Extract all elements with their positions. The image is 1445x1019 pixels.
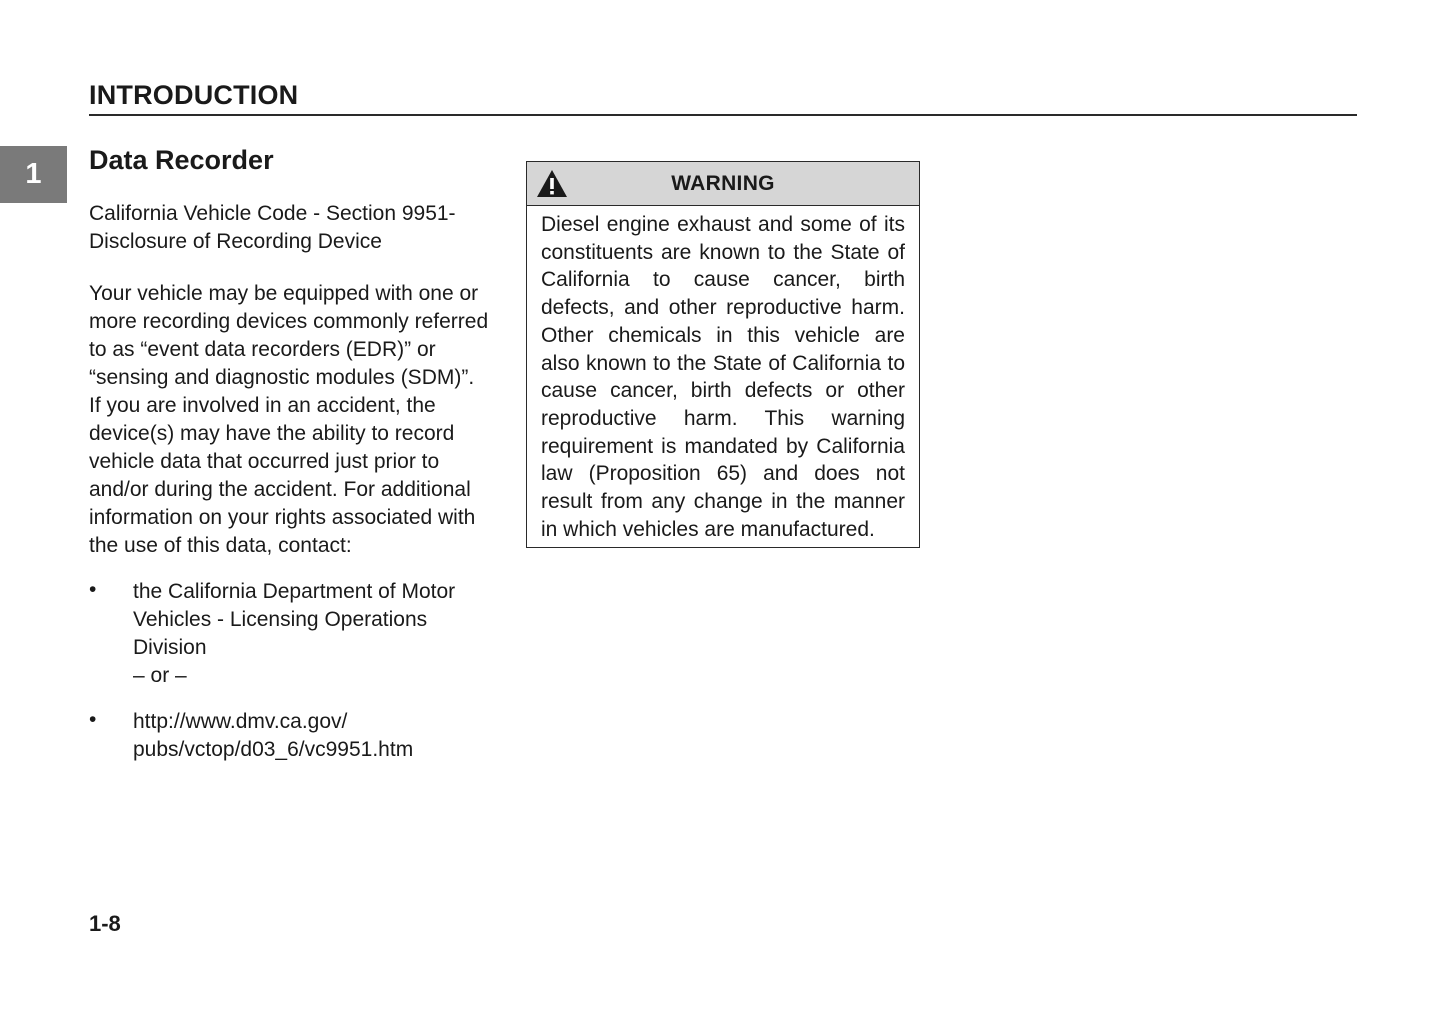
warning-text: Diesel engine exhaust and some of its constituents are known to the State of California to cause cancer, birth defects, and other reproductive harm. Other chemicals in this vehicle are also known to the State of California to cause cancer, birth defects or other reproductive harm. This warning requirement is mandated by California law (Proposition 65) and does not result from any change in the manner in which vehicles are manufactured. bbox=[541, 213, 905, 541]
chapter-tab bbox=[0, 146, 67, 203]
or-separator: – or – bbox=[133, 664, 187, 687]
section-title: INTRODUCTION bbox=[89, 80, 299, 110]
code-reference: California Vehicle Code - Section 9951- Disclosure of Recording Device bbox=[89, 202, 456, 253]
warning-header bbox=[527, 162, 919, 206]
warning-triangle-icon bbox=[535, 168, 569, 199]
list-item bbox=[89, 708, 489, 764]
body-paragraph: Your vehicle may be equipped with one or more recording devices commonly referred to as “event data recorders (EDR)” or “sensing and diagnostic modules (SDM)”. If you are involved in an accident, the device(s) may have the ability to record vehicle data that occurred just prior to and/or during the accident. For additional information on your rights associated with the use of this data, contact: bbox=[89, 282, 489, 557]
page-number: 1-8 bbox=[89, 911, 121, 936]
list-item bbox=[89, 578, 489, 690]
contact-url-text: http://www.dmv.ca.gov/ pubs/vctop/d03_6/vc9951.htm bbox=[133, 710, 414, 761]
page-title: Data Recorder bbox=[89, 145, 274, 175]
bullet-icon: • bbox=[89, 578, 97, 601]
bullet-icon: • bbox=[89, 708, 97, 731]
main-column bbox=[89, 143, 489, 782]
section-header bbox=[89, 78, 1357, 116]
warning-title: WARNING bbox=[671, 171, 775, 195]
chapter-number: 1 bbox=[25, 158, 42, 190]
contact-dmv-text: the California Department of Motor Vehicles - Licensing Operations Division bbox=[133, 580, 456, 659]
contact-list bbox=[89, 578, 489, 764]
warning-box bbox=[526, 161, 920, 548]
